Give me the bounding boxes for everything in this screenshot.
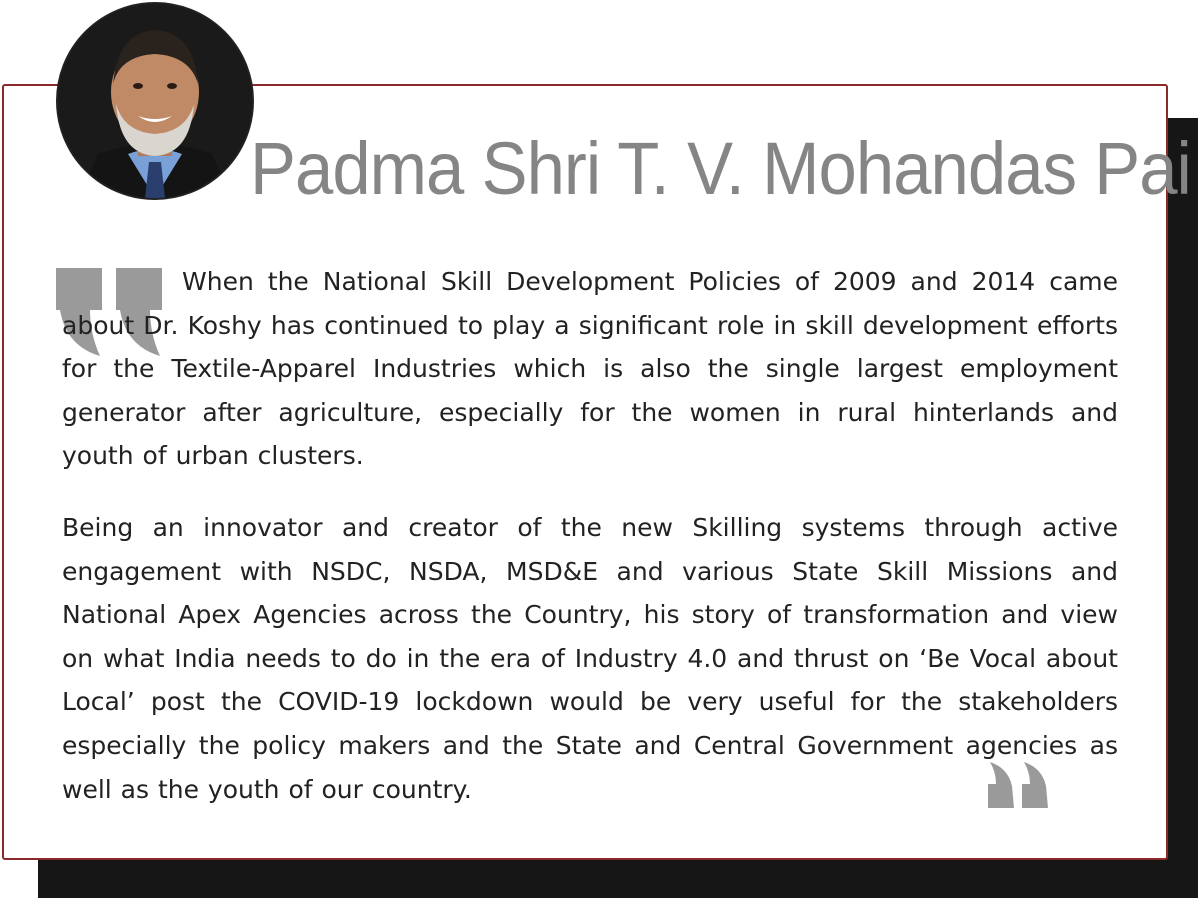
quote-paragraph-2: Being an innovator and creator of the new Skilling systems through active engagement with NSDC, NSDA, MSD&E and various State Skill Missions and National Apex Agencies across the Country, his story of transformation and view on what India needs to do in the era of Industry 4.0 and thrust on ‘Be Vocal about Local’ post the COVID-19 lockdown would be very useful for the stakeholders especially the policy makers and the State and Central Government agencies as well as the youth of our country. [62,513,1118,804]
speaker-name: Padma Shri T. V. Mohandas Pai [250,127,1191,210]
avatar [56,2,254,200]
quote-paragraph-1: When the National Skill Development Policies of 2009 and 2014 came about Dr. Koshy has continued to play a significant role in skill development efforts for the Textile-Apparel Industries which is also the single largest employment generator after agriculture, especially for the women in rural hinterlands and youth of urban clusters. [62,267,1118,471]
close-quote-icon [986,762,1052,808]
portrait-image [58,4,252,198]
